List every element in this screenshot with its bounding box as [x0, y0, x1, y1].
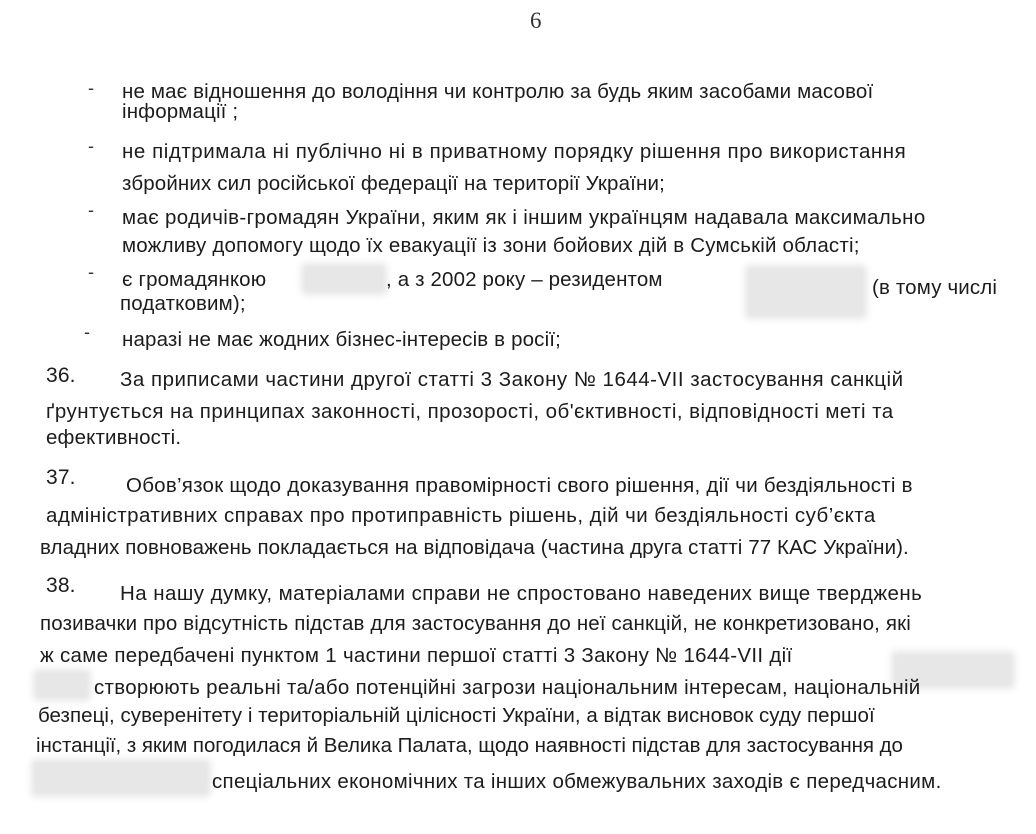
paragraph-37-line-1: Обов’язок щодо доказування правомірності свого рішення, дії чи бездіяльності в [126, 474, 913, 497]
paragraph-36-line-3: ефективності. [46, 426, 182, 449]
paragraph-38-line-2: позивачки про відсутність підстав для застосування до неї санкцій, не конкретизовано, які [40, 612, 911, 635]
bullet-5-text: наразі не має жодних бізнес-інтересів в росії; [122, 328, 561, 351]
bullet-1-line-2: інформації ; [122, 100, 239, 123]
bullet-marker: - [88, 262, 95, 282]
paragraph-36-number: 36. [46, 364, 76, 387]
redacted-region [36, 672, 88, 698]
bullet-1-line-1 [122, 80, 1026, 104]
bullet-4-text-b: , а з 2002 року – резидентом [386, 268, 663, 291]
bullet-3-line-1: має родичів-громадян України, яким як і іншим українцям надавала максимально [122, 206, 926, 229]
paragraph-37-line-2: адміністративних справах про протиправність рішень, дій чи бездіяльності суб’єкта [46, 504, 876, 527]
paragraph-38-line-6: інстанції, з яким погодилася й Велика Палата, щодо наявності підстав для застосування до [36, 734, 903, 757]
bullet-3-line-2: можливу допомогу щодо їх евакуації із зони бойових дій в Сумській області; [122, 234, 860, 257]
bullet-4-line-2: податковим); [120, 292, 246, 315]
redacted-region [304, 266, 384, 292]
bullet-4-text-c: (в тому числі [872, 276, 998, 299]
paragraph-37-number: 37. [46, 466, 76, 489]
bullet-marker: - [84, 322, 91, 342]
bullet-marker: - [88, 200, 95, 220]
bullet-1-text: не має відношення до володіння чи контролю за будь яким засобами масової [122, 80, 874, 103]
paragraph-36-line-1: За приписами частини другої статті 3 Закону № 1644-VII застосування санкцій [120, 368, 904, 391]
paragraph-38-line-3: ж саме передбачені пунктом 1 частини першої статті 3 Закону № 1644-VII дії [40, 644, 793, 667]
bullet-4-text-a: є громадянкою [122, 268, 267, 291]
paragraph-38-line-4: створюють реальні та/або потенційні загрози національним інтересам, національній [94, 676, 921, 699]
paragraph-38-number: 38. [46, 574, 76, 597]
paragraph-36-line-2: ґрунтується на принципах законності, прозорості, об'єктивності, відповідності меті та [46, 400, 894, 423]
bullet-marker: - [88, 136, 95, 156]
paragraph-37-line-3: владних повноважень покладається на відповідача (частина друга статті 77 КАС України). [40, 536, 909, 559]
page-number: 6 [530, 8, 542, 33]
bullet-marker: - [88, 78, 95, 98]
bullet-2-line-1: не підтримала ні публічно ні в приватному порядку рішення про використання [122, 140, 907, 163]
paragraph-38-line-5: безпеці, суверенітету і територіальній цілісності України, а відтак висновок суду першої [38, 704, 875, 727]
bullet-2-line-2: збройних сил російської федерації на території України; [122, 172, 665, 195]
paragraph-38-line-7: спеціальних економічних та інших обмежувальних заходів є передчасним. [212, 770, 942, 793]
redacted-region [34, 762, 208, 794]
paragraph-38-line-1: На нашу думку, матеріалами справи не спростовано наведених вище тверджень [120, 582, 923, 605]
redacted-region [748, 268, 864, 316]
